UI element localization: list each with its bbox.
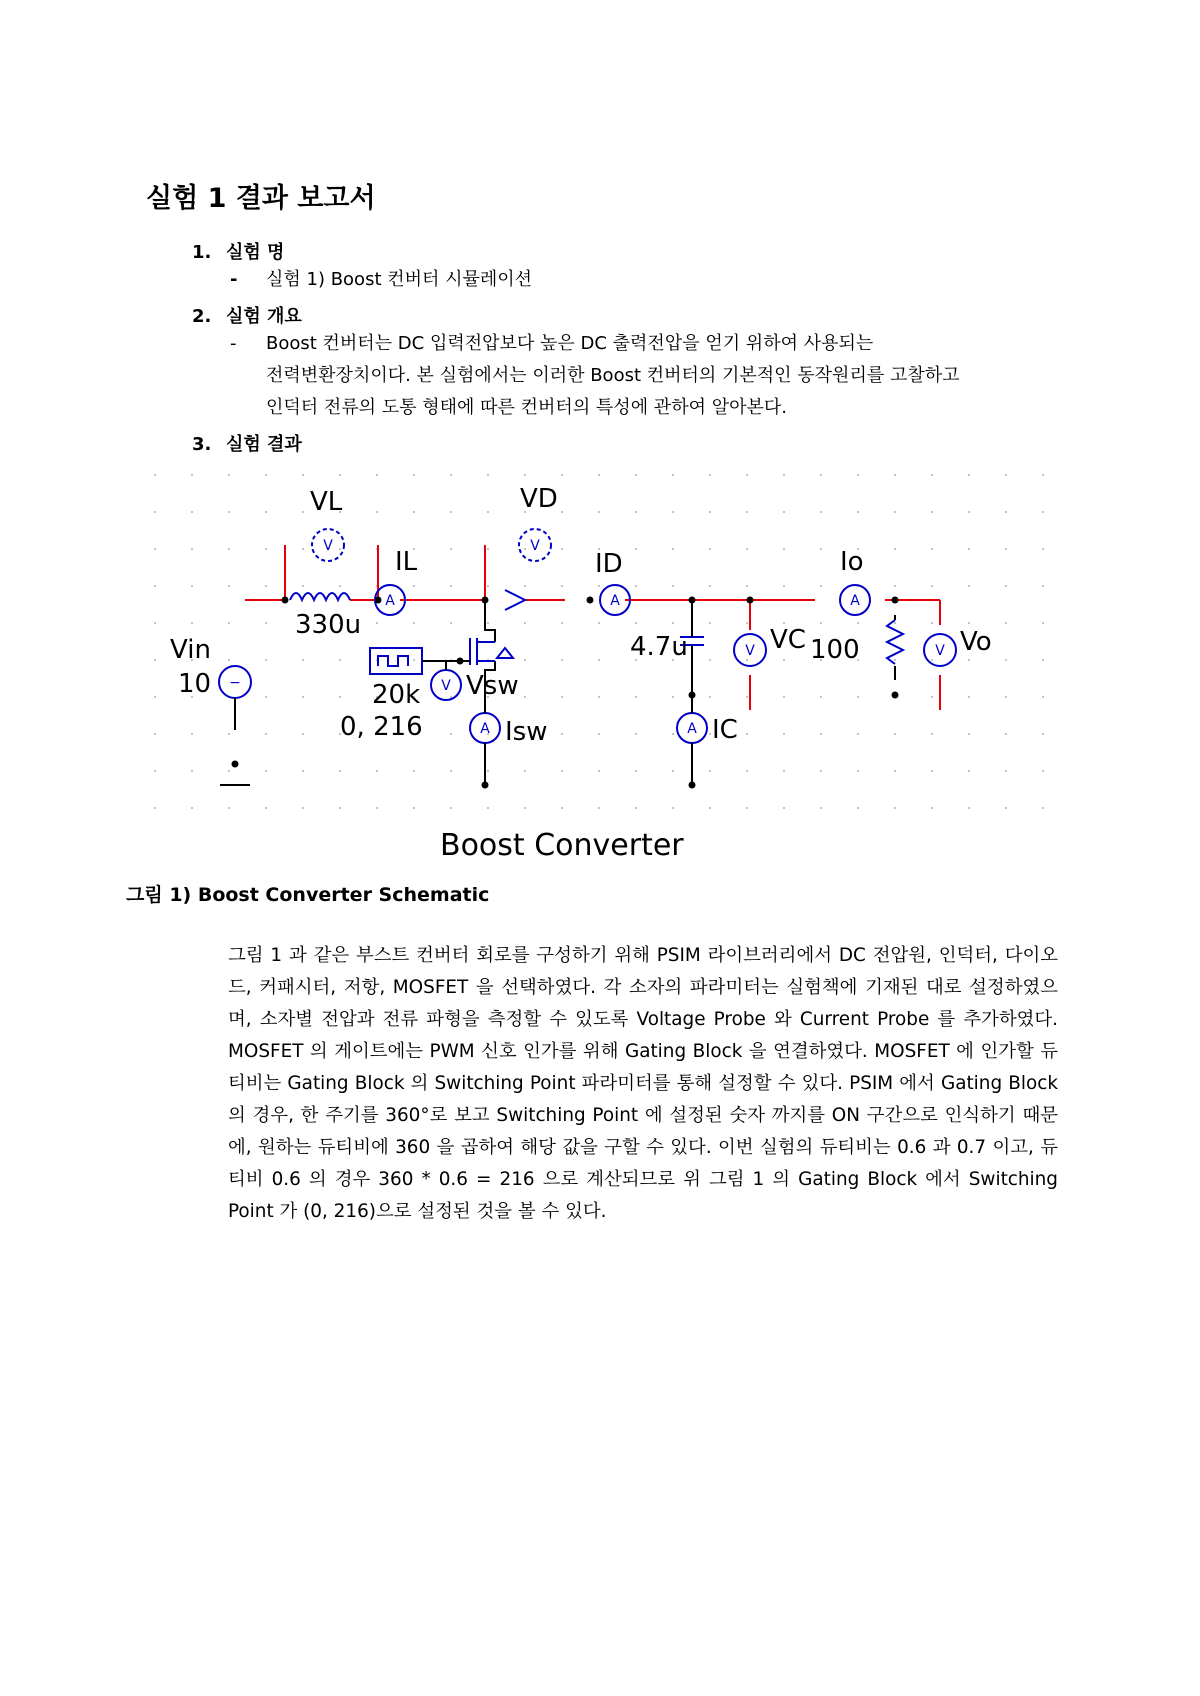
grid-dot [154, 733, 156, 735]
grid-dot [376, 770, 378, 772]
grid-dot [968, 807, 970, 809]
grid-dot [191, 511, 193, 513]
probe-glyph-minus: − [229, 675, 241, 691]
grid-dot [746, 696, 748, 698]
grid-dot [857, 511, 859, 513]
grid-dot [746, 770, 748, 772]
grid-dot [450, 733, 452, 735]
grid-dot [191, 770, 193, 772]
label-vc: VC [770, 625, 806, 655]
grid-dot [191, 807, 193, 809]
grid-dot [672, 807, 674, 809]
grid-dot [931, 770, 933, 772]
grid-dot [561, 548, 563, 550]
grid-dot [302, 511, 304, 513]
grid-dot [1005, 622, 1007, 624]
grid-dot [154, 659, 156, 661]
grid-dot [709, 548, 711, 550]
body-paragraph [228, 940, 1058, 1228]
grid-dot [524, 622, 526, 624]
grid-dot [265, 585, 267, 587]
boost-converter-schematic [150, 470, 1050, 870]
grid-dot [746, 548, 748, 550]
grid-dot [450, 770, 452, 772]
grid-dot [561, 659, 563, 661]
grid-dot [598, 807, 600, 809]
label-capacitor: 4.7u [630, 632, 688, 662]
grid-dot [820, 733, 822, 735]
grid-dot [783, 474, 785, 476]
grid-dot [302, 733, 304, 735]
grid-dot [302, 659, 304, 661]
label-vsw: Vsw [466, 671, 519, 701]
grid-dot [672, 622, 674, 624]
grid-dot [968, 585, 970, 587]
schematic-labels [170, 484, 992, 863]
grid-dot [413, 585, 415, 587]
grid-dot [524, 696, 526, 698]
grid-dot [635, 511, 637, 513]
grid-dot [154, 585, 156, 587]
grid-dot [931, 511, 933, 513]
grid-dot [228, 659, 230, 661]
grid-dot [931, 474, 933, 476]
grid-dot [191, 548, 193, 550]
grid-dot [561, 474, 563, 476]
grid-dot [413, 474, 415, 476]
label-vd: VD [520, 484, 558, 514]
grid-dot [635, 807, 637, 809]
figure-caption: 그림 1) Boost Converter Schematic [126, 884, 490, 906]
grid-dot [783, 770, 785, 772]
grid-dot [376, 807, 378, 809]
section-number: 2. [192, 306, 212, 327]
grid-dot [783, 807, 785, 809]
grid-dot [968, 770, 970, 772]
grid-dot [931, 622, 933, 624]
grid-dot [561, 807, 563, 809]
grid-dot [783, 511, 785, 513]
grid-dot [339, 807, 341, 809]
grid-dot [1005, 696, 1007, 698]
grid-dots [154, 474, 1044, 809]
grid-dot [857, 807, 859, 809]
grid-dot [1005, 807, 1007, 809]
grid-dot [820, 807, 822, 809]
grid-dot [968, 659, 970, 661]
experiment-name-text: 실험 1) Boost 컨버터 시뮬레이션 [266, 269, 533, 290]
grid-dot [931, 733, 933, 735]
body-text: 그림 1 과 같은 부스트 컨버터 회로를 구성하기 위해 PSIM 라이브러리에서 DC 전압원, 인덕터, 다이오드, 커패시터, 저항, MOSFET 을 선택하였다. 각 소자의 파라미터는 실험책에 기재된 대로 설정하였으며, 소자별 전압과 전류 파형을 측정할 수 있도록 Voltage Probe 와 Current Probe 를 추가하였다. MOSFET 의 게이트에는 PWM 신호 인가를 위해 Gating Block 을 연결하였다. MOSFET 에 인가할 듀티비는 Gating Block 의 Switching Point 파라미터를 통해 설정할 수 있다. PSIM 에서 Gating Block 의 경우, 한 주기를 360°로 보고 Switching Point 에 설정된 숫자 까지를 ON 구간으로 인식하기 때문에, 원하는 듀티비에 360 을 곱하여 해당 값을 구할 수 있다. 이번 실험의 듀티비는 0.6 과 0.7 이고, 듀티비 0.6 의 경우 360 * 0.6 = 216 으로 계산되므로 위 그림 1 의 Gating Block 에서 Switching Point 가 (0, 216)으로 설정된 것을 볼 수 있다. [228, 945, 1058, 1222]
grid-dot [894, 733, 896, 735]
mosfet-symbol [470, 638, 495, 665]
section-title: 실험 개요 [226, 306, 302, 327]
grid-dot [894, 659, 896, 661]
grid-dot [524, 770, 526, 772]
grid-dot [672, 585, 674, 587]
grid-dot [154, 622, 156, 624]
grid-dot [1042, 659, 1044, 661]
grid-dot [450, 696, 452, 698]
grid-dot [968, 696, 970, 698]
grid-dot [228, 548, 230, 550]
grid-dot [302, 548, 304, 550]
grid-dot [450, 622, 452, 624]
gating-block-pulse [378, 656, 408, 666]
grid-dot [783, 548, 785, 550]
grid-dot [968, 511, 970, 513]
label-gating-frequency: 20k [372, 680, 421, 710]
grid-dot [635, 585, 637, 587]
label-ic: IC [712, 715, 738, 745]
label-vo: Vo [960, 627, 992, 657]
grid-dot [598, 696, 600, 698]
section-heading-results [192, 430, 302, 456]
label-inductor: 330u [295, 610, 362, 640]
grid-dot [1042, 622, 1044, 624]
grid-dot [709, 622, 711, 624]
grid-dot [1005, 474, 1007, 476]
section-title: 실험 명 [226, 242, 285, 263]
grid-dot [746, 659, 748, 661]
grid-dot [635, 696, 637, 698]
grid-dot [524, 659, 526, 661]
grid-dot [931, 659, 933, 661]
overview-line: 인덕터 전류의 도통 형태에 따른 컨버터의 특성에 관하여 알아본다. [266, 397, 787, 418]
grid-dot [154, 511, 156, 513]
grid-dot [857, 733, 859, 735]
grid-dot [228, 511, 230, 513]
grid-dot [820, 622, 822, 624]
grid-dot [709, 511, 711, 513]
label-vin: Vin [170, 635, 211, 665]
grid-dot [339, 696, 341, 698]
grid-dot [154, 807, 156, 809]
grid-dot [635, 622, 637, 624]
grid-dot [339, 474, 341, 476]
grid-dot [894, 474, 896, 476]
grid-dot [302, 474, 304, 476]
probe-glyph-v: V [441, 678, 451, 694]
overview-item [230, 328, 1046, 424]
grid-dot [968, 548, 970, 550]
label-io: Io [840, 547, 864, 577]
section-number: 1. [192, 242, 212, 263]
grid-dot [487, 548, 489, 550]
grid-dot [746, 622, 748, 624]
grid-dot [894, 548, 896, 550]
grid-dot [413, 622, 415, 624]
grid-dot [746, 807, 748, 809]
grid-dot [746, 474, 748, 476]
section-heading-overview [192, 302, 302, 328]
probe-glyph-a: A [480, 721, 490, 737]
grid-dot [487, 622, 489, 624]
section-heading-name [192, 238, 284, 264]
grid-dot [450, 474, 452, 476]
grid-dot [339, 548, 341, 550]
grid-dot [450, 585, 452, 587]
grid-dot [783, 733, 785, 735]
overview-line: Boost 컨버터는 DC 입력전압보다 높은 DC 출력전압을 얻기 위하여 사용되는 [266, 333, 874, 354]
mosfet-body-diode [497, 648, 513, 658]
grid-dot [561, 770, 563, 772]
grid-dot [598, 474, 600, 476]
grid-dot [191, 585, 193, 587]
grid-dot [487, 511, 489, 513]
grid-dot [265, 733, 267, 735]
grid-dot [154, 548, 156, 550]
section-number: 3. [192, 434, 212, 455]
grid-dot [1042, 474, 1044, 476]
grid-dot [1042, 733, 1044, 735]
grid-dot [783, 585, 785, 587]
grid-dot [672, 733, 674, 735]
grid-dot [561, 696, 563, 698]
grid-dot [709, 770, 711, 772]
grid-dot [598, 622, 600, 624]
grid-dot [302, 807, 304, 809]
grid-dot [1042, 770, 1044, 772]
label-id: ID [595, 549, 623, 579]
grid-dot [561, 622, 563, 624]
grid-dot [783, 659, 785, 661]
grid-dot [709, 585, 711, 587]
grid-dot [894, 770, 896, 772]
overview-text [266, 328, 1046, 424]
grid-dot [265, 474, 267, 476]
grid-dot [228, 733, 230, 735]
grid-dot [672, 696, 674, 698]
grid-dot [450, 548, 452, 550]
grid-dot [635, 548, 637, 550]
grid-dot [154, 696, 156, 698]
grid-dot [783, 696, 785, 698]
grid-dot [746, 511, 748, 513]
grid-dot [524, 548, 526, 550]
grid-dot [561, 733, 563, 735]
grid-dot [894, 807, 896, 809]
grid-dot [265, 696, 267, 698]
grid-dot [265, 770, 267, 772]
grid-dot [265, 548, 267, 550]
grid-dot [450, 511, 452, 513]
grid-dot [487, 770, 489, 772]
grid-dot [820, 696, 822, 698]
grid-dot [487, 807, 489, 809]
label-vin-value: 10 [178, 669, 212, 699]
label-il: IL [395, 547, 418, 577]
grid-dot [857, 696, 859, 698]
grid-dot [820, 585, 822, 587]
grid-dot [302, 696, 304, 698]
grid-dot [191, 733, 193, 735]
grid-dot [1042, 585, 1044, 587]
grid-dot [339, 585, 341, 587]
grid-dot [228, 770, 230, 772]
grid-dot [709, 807, 711, 809]
grid-dot [709, 474, 711, 476]
grid-dot [228, 474, 230, 476]
probe-glyph-v: V [745, 643, 755, 659]
grid-dot [265, 511, 267, 513]
grid-dot [857, 622, 859, 624]
grid-dot [598, 733, 600, 735]
grid-dot [709, 733, 711, 735]
grid-dot [524, 474, 526, 476]
grid-dot [857, 474, 859, 476]
grid-dot [1042, 511, 1044, 513]
grid-dot [339, 659, 341, 661]
resistor-zigzag [887, 620, 903, 664]
diode-symbol [505, 590, 525, 610]
grid-dot [894, 622, 896, 624]
grid-dot [376, 474, 378, 476]
grid-dot [746, 733, 748, 735]
label-vl: VL [310, 487, 343, 517]
grid-dot [413, 511, 415, 513]
grid-dot [598, 770, 600, 772]
grid-dot [302, 770, 304, 772]
grid-dot [709, 659, 711, 661]
grid-dot [524, 585, 526, 587]
grid-dot [265, 622, 267, 624]
grid-dot [894, 585, 896, 587]
grid-dot [228, 622, 230, 624]
grid-dot [968, 474, 970, 476]
grid-dot [228, 585, 230, 587]
grid-dot [154, 474, 156, 476]
grid-dot [413, 659, 415, 661]
grid-dot [746, 585, 748, 587]
grid-dot [635, 770, 637, 772]
grid-dot [820, 770, 822, 772]
overview-line: 전력변환장치이다. 본 실험에서는 이러한 Boost 컨버터의 기본적인 동작원리를 고찰하고 [266, 365, 960, 386]
grid-dot [672, 770, 674, 772]
grid-dot [1005, 511, 1007, 513]
grid-dot [339, 770, 341, 772]
grid-dot [376, 622, 378, 624]
grid-dot [598, 585, 600, 587]
grid-dot [191, 474, 193, 476]
grid-dot [561, 585, 563, 587]
grid-dot [968, 733, 970, 735]
grid-dot [635, 733, 637, 735]
grid-dot [228, 807, 230, 809]
grid-dot [265, 807, 267, 809]
grid-dot [635, 474, 637, 476]
grid-dot [524, 807, 526, 809]
grid-dot [1005, 585, 1007, 587]
inductor-coil [290, 593, 350, 600]
probe-glyph-a: A [385, 593, 395, 609]
grid-dot [191, 622, 193, 624]
probe-glyph-a: A [610, 593, 620, 609]
schematic-title: Boost Converter [440, 828, 684, 863]
grid-dot [820, 548, 822, 550]
grid-dot [931, 807, 933, 809]
grid-dot [413, 807, 415, 809]
grid-dot [413, 770, 415, 772]
label-resistor: 100 [810, 635, 860, 665]
grid-dot [1042, 696, 1044, 698]
grid-dot [1005, 659, 1007, 661]
grid-dot [561, 511, 563, 513]
grid-dot [931, 548, 933, 550]
section-title: 실험 결과 [226, 434, 302, 455]
grid-dot [1005, 770, 1007, 772]
grid-dot [672, 474, 674, 476]
grid-dot [487, 585, 489, 587]
grid-dot [672, 548, 674, 550]
grid-dot [783, 622, 785, 624]
grid-dot [894, 511, 896, 513]
grid-dot [709, 696, 711, 698]
grid-dot [672, 511, 674, 513]
grid-dot [968, 622, 970, 624]
grid-dot [598, 511, 600, 513]
grid-dot [1005, 548, 1007, 550]
grid-dot [487, 474, 489, 476]
grid-dot [376, 511, 378, 513]
grid-dot [1042, 807, 1044, 809]
report-title: 실험 1 결과 보고서 [146, 183, 376, 214]
grid-dot [450, 807, 452, 809]
grid-dot [265, 659, 267, 661]
label-switching-points: 0, 216 [340, 712, 423, 742]
grid-dot [931, 696, 933, 698]
label-isw: Isw [505, 717, 548, 747]
probe-glyph-a: A [687, 721, 697, 737]
grid-dot [857, 770, 859, 772]
bullet-dash: - [230, 333, 237, 354]
grid-dot [154, 770, 156, 772]
probe-glyph-v: V [323, 538, 333, 554]
grid-dot [820, 474, 822, 476]
probe-glyph-v: V [935, 643, 945, 659]
grid-dot [931, 585, 933, 587]
probe-glyph-a: A [850, 593, 860, 609]
grid-dot [1042, 548, 1044, 550]
grid-dot [820, 511, 822, 513]
grid-dot [1005, 733, 1007, 735]
grid-dot [598, 659, 600, 661]
experiment-name-item [230, 264, 1046, 296]
probe-glyph-v: V [530, 538, 540, 554]
grid-dot [302, 585, 304, 587]
bullet-dash: - [230, 269, 238, 290]
